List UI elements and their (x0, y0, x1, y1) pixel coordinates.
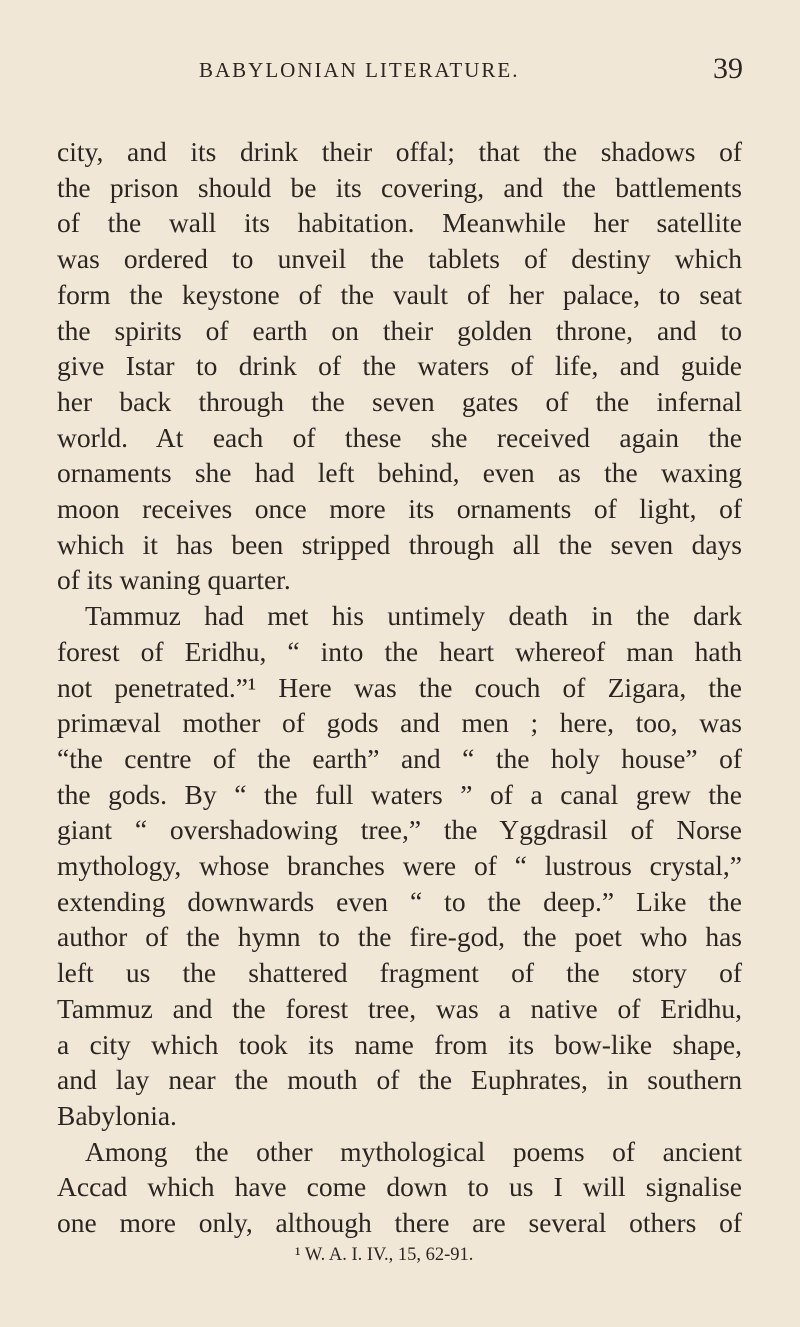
text-line: Among the other mythological poems of ancient (85, 1135, 742, 1167)
text-line: and lay near the mouth of the Euphrates, in southern (57, 1064, 742, 1096)
text-line: moon receives once more its ornaments of light, of (57, 493, 742, 525)
running-head (57, 52, 743, 92)
text-line: world. At each of these she received again the (57, 421, 742, 453)
text-line: give Istar to drink of the waters of life, and guide (57, 350, 742, 382)
text-line: left us the shattered fragment of the story of (57, 957, 742, 989)
text-line: Tammuz and the forest tree, was a native of Eridhu, (57, 992, 742, 1024)
text-line: her back through the seven gates of the infernal (57, 385, 742, 417)
running-title: BABYLONIAN LITERATURE. (199, 58, 520, 82)
text-line: the gods. By “ the full waters ” of a canal grew the (57, 778, 742, 810)
text-line: primæval mother of gods and men ; here, too, was (57, 707, 742, 739)
footnote: ¹ W. A. I. IV., 15, 62-91. (295, 1244, 474, 1265)
body-text (57, 134, 743, 1241)
text-line: city, and its drink their offal; that the shadows of (57, 136, 742, 167)
text-line: Babylonia. (57, 1099, 177, 1131)
text-line: forest of Eridhu, “ into the heart whereof man hath (57, 635, 742, 667)
text-line: extending downwards even “ to the deep.” Like the (57, 885, 742, 917)
text-line: of the wall its habitation. Meanwhile her satellite (57, 207, 742, 239)
text-line: which it has been stripped through all the seven days (57, 528, 742, 560)
text-line: mythology, whose branches were of “ lustrous crystal,” (57, 850, 742, 882)
text-line: form the keystone of the vault of her palace, to seat (57, 278, 742, 310)
text-line: one more only, although there are several others of (57, 1207, 742, 1239)
text-line: ornaments she had left behind, even as the waxing (57, 457, 742, 489)
page-number: 39 (713, 52, 743, 85)
text-line: Accad which have come down to us I will signalise (57, 1171, 742, 1203)
text-line: “the centre of the earth” and “ the holy house” of (57, 742, 742, 774)
text-line: a city which took its name from its bow-like shape, (57, 1028, 742, 1060)
text-line: Tammuz had met his untimely death in the dark (85, 600, 742, 632)
text-line: of its waning quarter. (57, 564, 291, 596)
text-line: author of the hymn to the fire-god, the poet who has (57, 921, 742, 953)
text-line: giant “ overshadowing tree,” the Yggdrasil of Norse (57, 814, 742, 846)
text-line: not penetrated.”¹ Here was the couch of Zigara, the (57, 671, 742, 703)
text-line: was ordered to unveil the tablets of destiny which (57, 243, 742, 275)
text-line: the prison should be its covering, and the battlements (57, 171, 742, 203)
text-line: the spirits of earth on their golden throne, and to (57, 314, 742, 346)
